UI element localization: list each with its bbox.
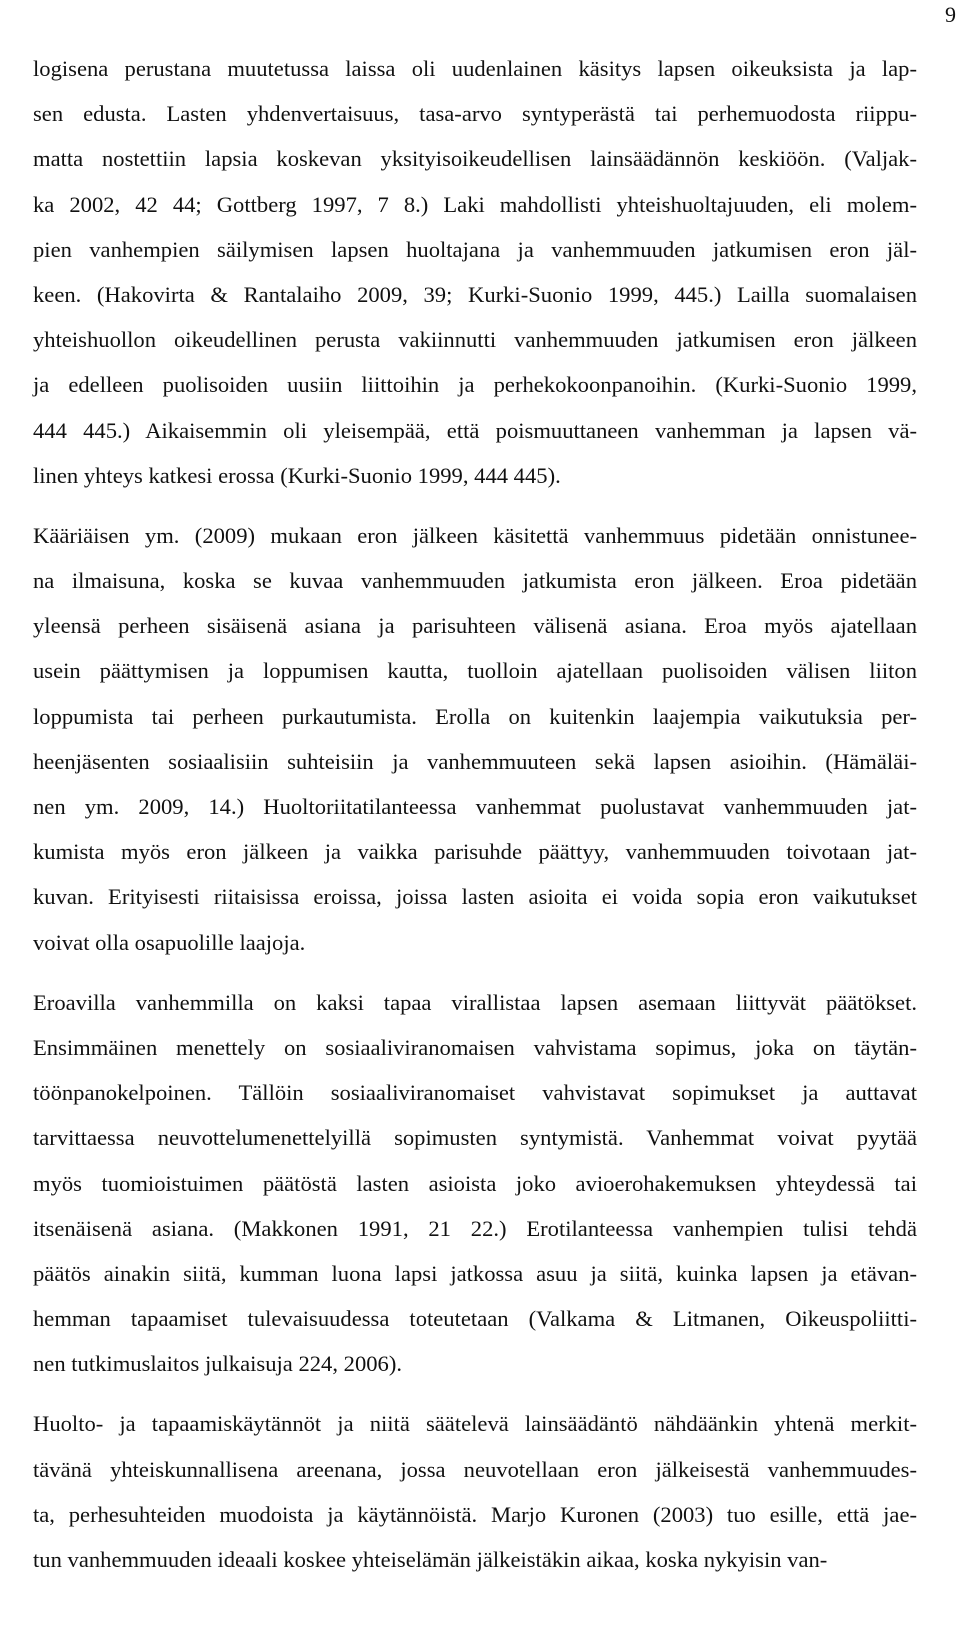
paragraph-gap	[33, 498, 917, 513]
text-line: logisena perustana muutetussa laissa oli uudenlainen käsitys lapsen oikeuksista ja lap-	[33, 56, 917, 81]
text-line: linen yhteys katkesi erossa (Kurki-Suonio 1999, 444 445).	[33, 462, 561, 488]
body-text	[33, 46, 917, 1582]
text-line: Kääriäisen ym. (2009) mukaan eron jälkeen käsitettä vanhemmuus pidetään onnistunee-	[33, 522, 917, 548]
text-line: loppumista tai perheen purkautumista. Erolla on kuitenkin laajempia vaikutuksia per-	[33, 703, 917, 729]
text-line: 444 445.) Aikaisemmin oli yleisempää, että poismuuttaneen vanhemman ja lapsen vä-	[33, 417, 917, 443]
text-line: päätös ainakin siitä, kumman luona lapsi jatkossa asuu ja siitä, kuinka lapsen ja etävan-	[33, 1260, 917, 1286]
text-line: hemman tapaamiset tulevaisuudessa toteutetaan (Valkama & Litmanen, Oikeuspoliitti-	[33, 1306, 917, 1332]
paragraph-1	[33, 46, 917, 498]
text-line: tävänä yhteiskunnallisena areenana, jossa neuvotellaan eron jälkeisestä vanhemmuudes-	[33, 1456, 917, 1482]
text-line: ka 2002, 42 44; Gottberg 1997, 7 8.) Laki mahdollisti yhteishuoltajuuden, eli molem-	[33, 191, 917, 217]
paragraph-gap	[33, 965, 917, 980]
paragraph-gap	[33, 1386, 917, 1401]
text-line: Huolto- ja tapaamiskäytännöt ja niitä säätelevä lainsäädäntö nähdäänkin yhtenä merkit-	[33, 1411, 917, 1437]
text-line: tun vanhemmuuden ideaali koskee yhteiselämän jälkeistäkin aikaa, koska nykyisin van-	[33, 1547, 828, 1572]
text-line: nen tutkimuslaitos julkaisuja 224, 2006).	[33, 1351, 403, 1377]
text-line: nen ym. 2009, 14.) Huoltoriitatilanteessa vanhemmat puolustavat vanhemmuuden jat-	[33, 794, 917, 819]
text-line: usein päättymisen ja loppumisen kautta, tuolloin ajatellaan puolisoiden välisen liiton	[33, 658, 917, 684]
text-line: heenjäsenten sosiaalisiin suhteisiin ja vanhemmuuteen sekä lapsen asioihin. (Hämäläi-	[33, 748, 917, 774]
text-line: tarvittaessa neuvottelumenettelyillä sopimusten syntymistä. Vanhemmat voivat pyytää	[33, 1125, 917, 1151]
text-line: yleensä perheen sisäisenä asiana ja parisuhteen välisenä asiana. Eroa myös ajatellaan	[33, 613, 917, 639]
text-line: myös tuomioistuimen päätöstä lasten asioista joko avioerohakemuksen yhteydessä tai	[33, 1170, 917, 1196]
text-line: ta, perhesuhteiden muodoista ja käytännöistä. Marjo Kuronen (2003) tuo esille, että jae-	[33, 1501, 917, 1527]
text-line: Ensimmäinen menettely on sosiaaliviranomaisen vahvistama sopimus, joka on täytän-	[33, 1034, 917, 1060]
text-line: kumista myös eron jälkeen ja vaikka parisuhde päättyy, vanhemmuuden toivotaan jat-	[33, 839, 917, 865]
text-line: töönpanokelpoinen. Tällöin sosiaaliviranomaiset vahvistavat sopimukset ja auttavat	[33, 1080, 917, 1106]
text-line: itsenäisenä asiana. (Makkonen 1991, 21 22.) Erotilanteessa vanhempien tulisi tehdä	[33, 1215, 917, 1241]
text-line: Eroavilla vanhemmilla on kaksi tapaa virallistaa lapsen asemaan liittyvät päätökset.	[33, 989, 917, 1015]
page-number: 9	[945, 2, 956, 27]
text-line: pien vanhempien säilymisen lapsen huoltajana ja vanhemmuuden jatkumisen eron jäl-	[33, 236, 917, 262]
paragraph-4	[33, 1401, 917, 1582]
paragraph-3	[33, 980, 917, 1387]
text-line: kuvan. Erityisesti riitaisissa eroissa, joissa lasten asioita ei voida sopia eron vaikutukset	[33, 884, 917, 910]
text-line: keen. (Hakovirta & Rantalaiho 2009, 39; Kurki-Suonio 1999, 445.) Lailla suomalaisen	[33, 281, 917, 307]
text-line: voivat olla osapuolille laajoja.	[33, 929, 306, 955]
text-line: yhteishuollon oikeudellinen perusta vakiinnutti vanhemmuuden jatkumisen eron jälkeen	[33, 327, 917, 353]
text-line: matta nostettiin lapsia koskevan yksityisoikeudellisen lainsäädännön keskiöön. (Valjak-	[33, 146, 917, 172]
text-line: ja edelleen puolisoiden uusiin liittoihin ja perhekokoonpanoihin. (Kurki-Suonio 1999,	[33, 372, 917, 398]
text-line: na ilmaisuna, koska se kuvaa vanhemmuuden jatkumista eron jälkeen. Eroa pidetään	[33, 568, 917, 594]
paragraph-2	[33, 513, 917, 965]
text-line: sen edusta. Lasten yhdenvertaisuus, tasa-arvo syntyperästä tai perhemuodosta riippu-	[33, 101, 917, 127]
